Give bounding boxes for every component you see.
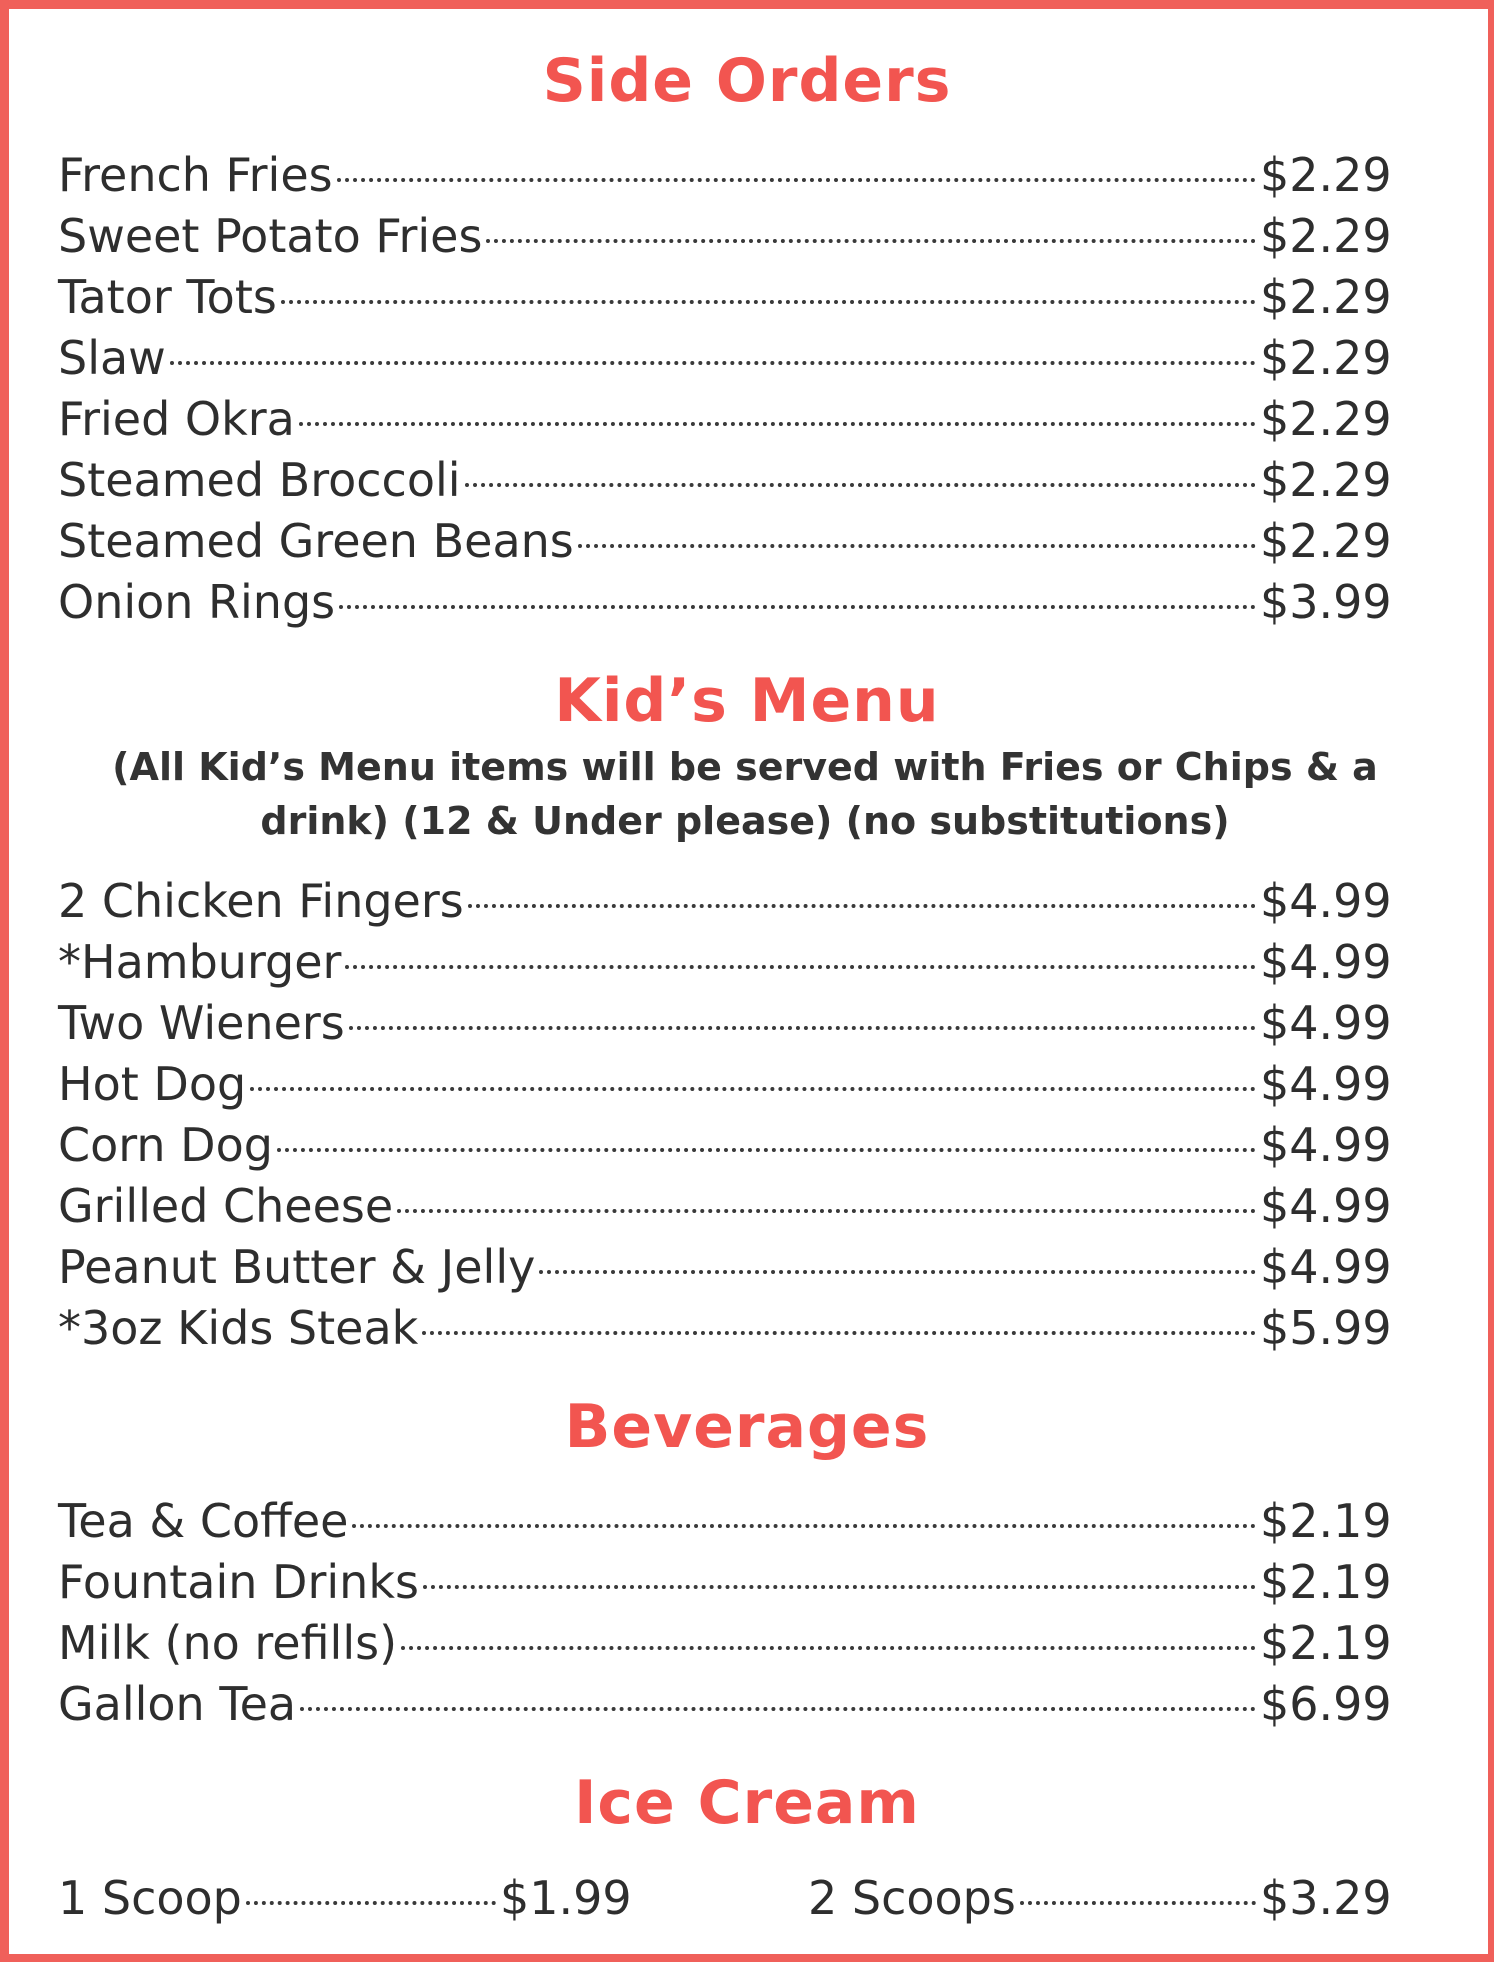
dot-leader bbox=[468, 904, 1256, 908]
side-orders-list bbox=[58, 145, 1392, 633]
item-price: $2.29 bbox=[1260, 270, 1392, 324]
menu-item bbox=[58, 1176, 1392, 1237]
item-price: $4.99 bbox=[1260, 996, 1392, 1050]
item-price: $2.29 bbox=[1260, 331, 1392, 385]
menu-item bbox=[58, 1613, 1392, 1674]
dot-leader bbox=[345, 965, 1256, 969]
item-name: Peanut Butter & Jelly bbox=[58, 1240, 536, 1294]
item-price: $2.29 bbox=[1260, 453, 1392, 507]
item-name: Tator Tots bbox=[58, 270, 277, 324]
dot-leader bbox=[300, 1707, 1256, 1711]
item-price: $2.29 bbox=[1260, 148, 1392, 202]
menu-item bbox=[58, 1868, 632, 1929]
menu-item bbox=[58, 328, 1392, 389]
side-orders-heading: Side Orders bbox=[542, 46, 952, 116]
kids-menu-heading: Kid’s Menu bbox=[554, 666, 940, 736]
dot-leader bbox=[465, 483, 1256, 487]
item-name: French Fries bbox=[58, 148, 333, 202]
item-name: 2 Scoops bbox=[808, 1871, 1016, 1925]
item-name: Gallon Tea bbox=[58, 1677, 297, 1731]
dot-leader bbox=[397, 1209, 1256, 1213]
item-name: Milk (no refills) bbox=[58, 1616, 398, 1670]
dot-leader bbox=[352, 1524, 1256, 1528]
menu-item bbox=[58, 450, 1392, 511]
dot-leader bbox=[1020, 1901, 1256, 1905]
dot-leader bbox=[299, 422, 1256, 426]
menu-item bbox=[58, 1298, 1392, 1359]
menu-item bbox=[58, 1491, 1392, 1552]
menu-item bbox=[58, 1237, 1392, 1298]
beverages-list bbox=[58, 1491, 1392, 1735]
menu-item bbox=[58, 993, 1392, 1054]
kids-menu-note: (All Kid’s Menu items will be served with Fries or Chips & a drink) (12 & Under please) (no substitutions) bbox=[112, 745, 1378, 843]
item-price: $4.99 bbox=[1260, 874, 1392, 928]
item-price: $4.99 bbox=[1260, 935, 1392, 989]
dot-leader bbox=[539, 1270, 1256, 1274]
dot-leader bbox=[578, 544, 1256, 548]
item-price: $6.99 bbox=[1260, 1677, 1392, 1731]
dot-leader bbox=[423, 1585, 1256, 1589]
item-name: Fried Okra bbox=[58, 392, 295, 446]
item-price: $2.19 bbox=[1260, 1494, 1392, 1548]
menu-item bbox=[58, 1054, 1392, 1115]
item-price: $2.29 bbox=[1260, 514, 1392, 568]
dot-leader bbox=[246, 1901, 496, 1905]
dot-leader bbox=[422, 1331, 1256, 1335]
dot-leader bbox=[486, 239, 1256, 243]
dot-leader bbox=[277, 1148, 1256, 1152]
item-name: *Hamburger bbox=[58, 935, 342, 989]
item-name: Hot Dog bbox=[58, 1057, 247, 1111]
item-name: Steamed Broccoli bbox=[58, 453, 461, 507]
item-price: $4.99 bbox=[1260, 1179, 1392, 1233]
kids-menu-list bbox=[58, 871, 1392, 1359]
item-price: $3.99 bbox=[1260, 575, 1392, 629]
item-name: *3oz Kids Steak bbox=[58, 1301, 419, 1355]
item-price: $5.99 bbox=[1260, 1301, 1392, 1355]
item-name: Two Wieners bbox=[58, 996, 345, 1050]
item-price: $3.29 bbox=[1260, 1871, 1392, 1925]
item-price: $4.99 bbox=[1260, 1057, 1392, 1111]
item-price: $2.19 bbox=[1260, 1555, 1392, 1609]
item-name: 2 Chicken Fingers bbox=[58, 874, 464, 928]
dot-leader bbox=[281, 300, 1256, 304]
menu-item bbox=[58, 389, 1392, 450]
ice-cream-heading: Ice Cream bbox=[574, 1768, 920, 1838]
item-price: $4.99 bbox=[1260, 1118, 1392, 1172]
ice-cream-item-1 bbox=[58, 1868, 632, 1929]
menu-item bbox=[58, 206, 1392, 267]
dot-leader bbox=[349, 1026, 1256, 1030]
menu-item bbox=[58, 1674, 1392, 1735]
item-price: $1.99 bbox=[500, 1871, 632, 1925]
menu-item bbox=[58, 511, 1392, 572]
menu-item bbox=[58, 572, 1392, 633]
item-price: $4.99 bbox=[1260, 1240, 1392, 1294]
ice-cream-item-2 bbox=[808, 1868, 1392, 1929]
menu-item bbox=[58, 932, 1392, 993]
item-name: Steamed Green Beans bbox=[58, 514, 574, 568]
item-name: Corn Dog bbox=[58, 1118, 273, 1172]
item-price: $2.29 bbox=[1260, 392, 1392, 446]
dot-leader bbox=[339, 605, 1256, 609]
item-name: Grilled Cheese bbox=[58, 1179, 394, 1233]
menu-item bbox=[58, 267, 1392, 328]
beverages-heading: Beverages bbox=[564, 1392, 930, 1462]
menu-item bbox=[808, 1868, 1392, 1929]
item-price: $2.19 bbox=[1260, 1616, 1392, 1670]
item-name: Slaw bbox=[58, 331, 166, 385]
dot-leader bbox=[250, 1087, 1256, 1091]
item-price: $2.29 bbox=[1260, 209, 1392, 263]
item-name: Onion Rings bbox=[58, 575, 336, 629]
item-name: Fountain Drinks bbox=[58, 1555, 419, 1609]
menu-item bbox=[58, 1552, 1392, 1613]
item-name: Sweet Potato Fries bbox=[58, 209, 483, 263]
menu-item bbox=[58, 871, 1392, 932]
dot-leader bbox=[401, 1646, 1256, 1650]
dot-leader bbox=[170, 361, 1256, 365]
item-name: 1 Scoop bbox=[58, 1871, 242, 1925]
menu-item bbox=[58, 1115, 1392, 1176]
menu-item bbox=[58, 145, 1392, 206]
item-name: Tea & Coffee bbox=[58, 1494, 349, 1548]
dot-leader bbox=[337, 178, 1256, 182]
